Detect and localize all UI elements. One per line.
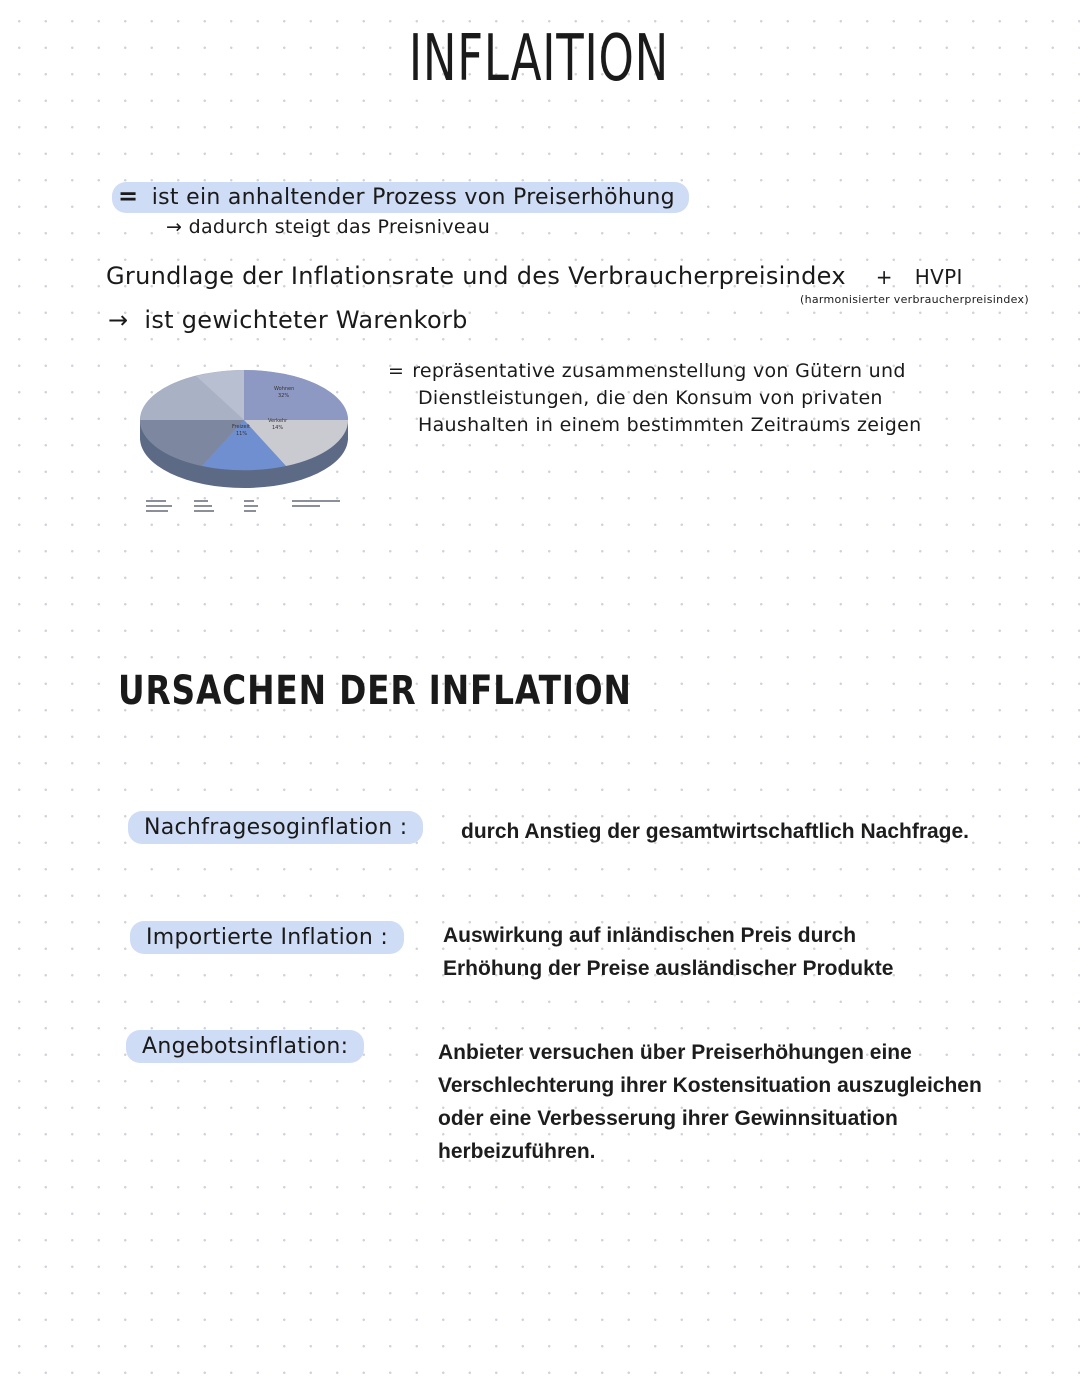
hvpi-note: (harmonisierter verbraucherpreisindex) xyxy=(800,293,1029,306)
section-title-ursachen: URSACHEN DER INFLATION xyxy=(118,668,632,714)
pie-slice-wohnen xyxy=(244,370,348,420)
page-title: INFLAITION xyxy=(408,22,669,96)
pie-legend xyxy=(146,500,340,512)
warenkorb-definition xyxy=(388,358,922,439)
pie-label-wohnen: Wohnen xyxy=(274,386,295,392)
definition-block xyxy=(112,182,689,210)
definition-consequence xyxy=(166,216,490,238)
basis-line xyxy=(106,262,963,290)
hvpi-label: HVPI xyxy=(914,265,963,289)
consequence-text: dadurch steigt das Preisniveau xyxy=(188,216,491,238)
pie-label-freizeit-pct: 11% xyxy=(236,431,248,437)
arrow-icon: → xyxy=(108,306,129,334)
arrow-icon: → xyxy=(166,216,183,238)
warenkorb-def-line-2: Dienstleistungen, die den Konsum von privaten xyxy=(418,387,883,409)
cause-label-angebot: Angebotsinflation: xyxy=(126,1034,364,1059)
plus-sign: + xyxy=(875,265,893,289)
basis-text: Grundlage der Inflationsrate und des Verbraucherpreisindex xyxy=(106,262,846,290)
definition-text: ist ein anhaltender Prozess von Preiserhöhung xyxy=(151,185,675,210)
pie-svg xyxy=(136,360,356,520)
warenkorb-def-line-1: = repräsentative zusammenstellung von Gütern und xyxy=(388,360,906,382)
pie-label-verkehr-pct: 14% xyxy=(272,425,284,431)
warenkorb-def-line-3: Haushalten in einem bestimmten Zeitraums zeigen xyxy=(418,414,922,436)
equals-marker: = xyxy=(388,360,405,382)
cause-label-nachfrage: Nachfragesoginflation : xyxy=(128,815,423,840)
warenkorb-line xyxy=(108,306,468,334)
cause-label-importiert: Importierte Inflation : xyxy=(130,925,404,950)
cause-desc-angebot: Anbieter versuchen über Preiserhöhungen eine Verschlechterung ihrer Kostensituation auszugleichen oder eine Verbesserung ihrer Gewinnsituation herbeizuführen. xyxy=(438,1041,982,1163)
cause-desc-importiert: Auswirkung auf inländischen Preis durch Erhöhung der Preise ausländischer Produkte xyxy=(443,924,894,980)
equals-marker: = xyxy=(118,182,139,210)
pie-label-wohnen-pct: 32% xyxy=(278,393,290,399)
warenkorb-pie-chart xyxy=(136,360,356,520)
pie-label-freizeit: Freizeit xyxy=(232,424,250,430)
definition-highlight xyxy=(112,182,689,213)
warenkorb-text: ist gewichteter Warenkorb xyxy=(144,306,468,334)
pie-label-verkehr: Verkehr xyxy=(268,418,288,424)
cause-desc-nachfrage: durch Anstieg der gesamtwirtschaftlich Nachfrage. xyxy=(461,820,970,843)
